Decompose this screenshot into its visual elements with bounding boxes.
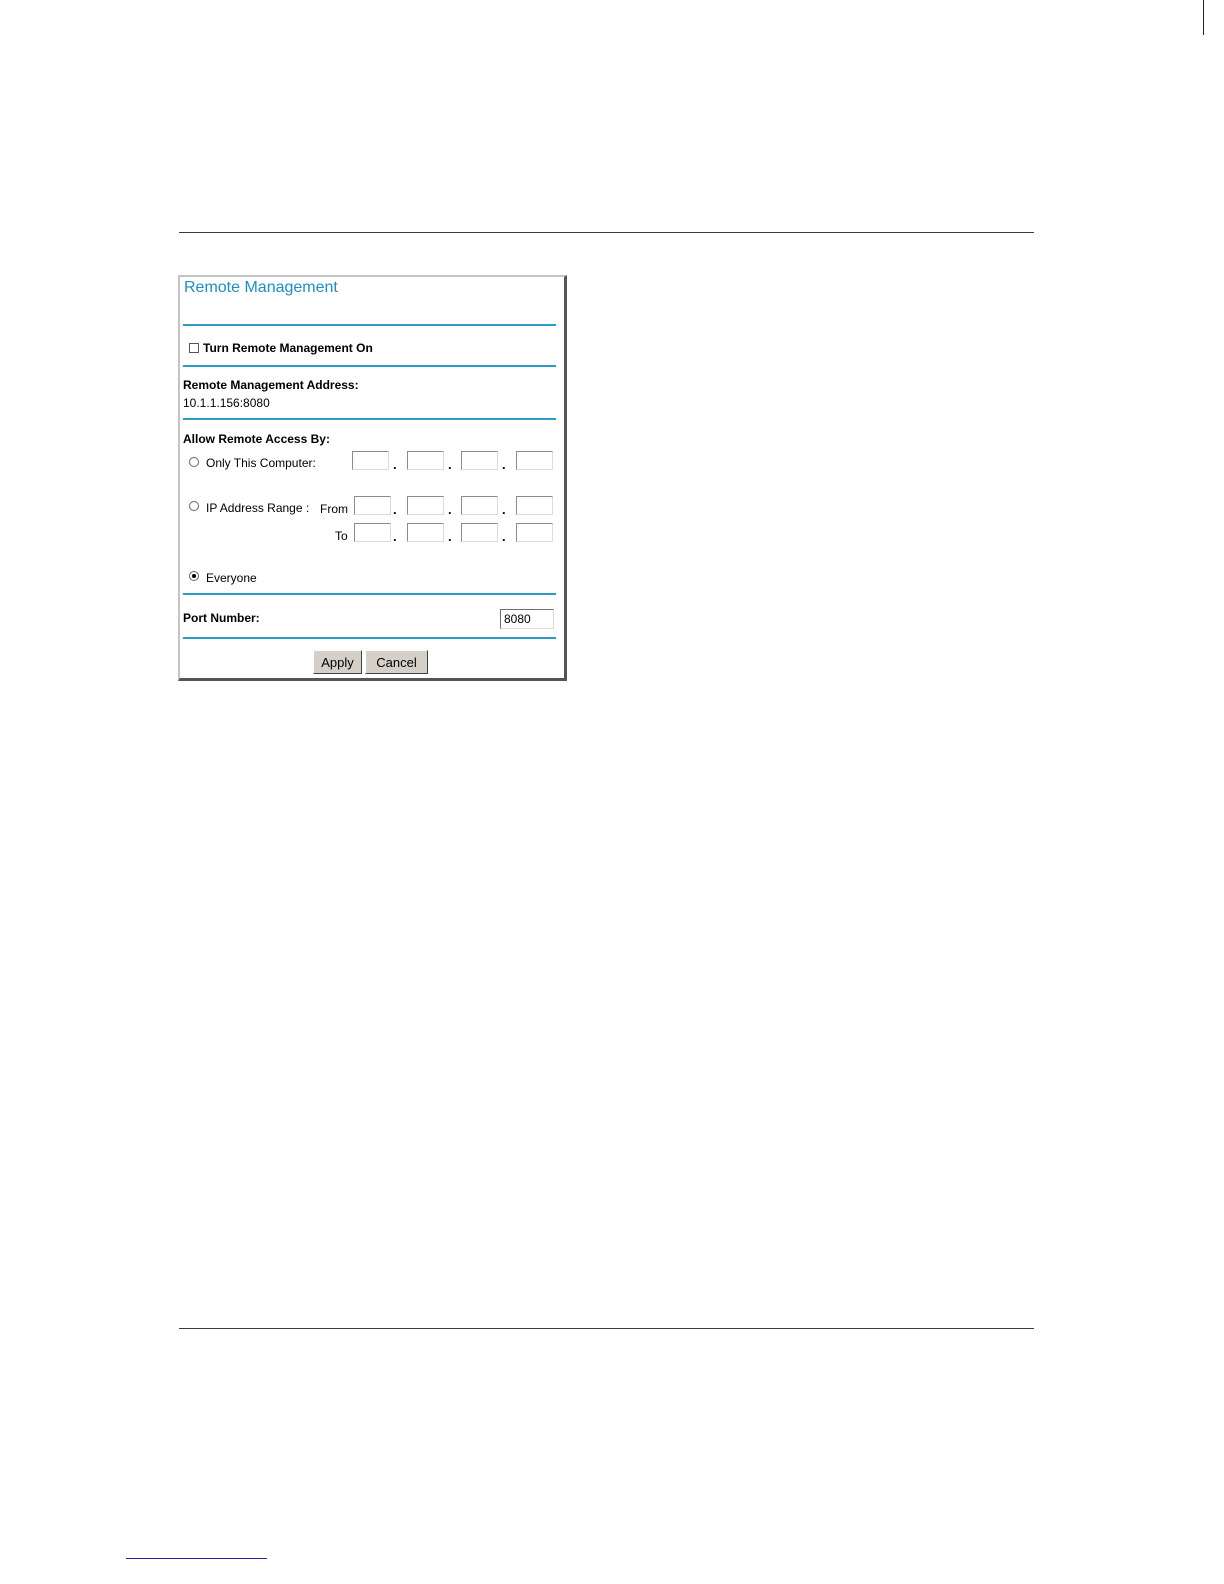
header-rule — [179, 232, 1034, 233]
remote-address-value: 10.1.1.156:8080 — [183, 396, 270, 410]
range-from-octet-3[interactable] — [461, 496, 498, 515]
range-from-octet-4[interactable] — [516, 496, 553, 515]
range-to-octet-1[interactable] — [354, 523, 391, 542]
page-edge-line — [1203, 0, 1204, 35]
port-number-input[interactable] — [500, 609, 554, 629]
only-computer-ip-octet-2[interactable] — [407, 451, 444, 470]
only-this-computer-label: Only This Computer: — [206, 456, 316, 470]
separator — [183, 365, 556, 367]
to-label: To — [335, 529, 348, 543]
separator — [183, 418, 556, 420]
ip-dot: . — [502, 457, 506, 472]
ip-dot: . — [448, 529, 452, 544]
range-to-octet-3[interactable] — [461, 523, 498, 542]
remote-management-checkbox-label: Turn Remote Management On — [203, 341, 373, 355]
ip-dot: . — [448, 457, 452, 472]
separator — [183, 324, 556, 326]
range-to-octet-2[interactable] — [407, 523, 444, 542]
footer-rule — [179, 1328, 1034, 1329]
separator — [183, 637, 556, 639]
cancel-button[interactable]: Cancel — [365, 650, 428, 674]
only-computer-ip-octet-3[interactable] — [461, 451, 498, 470]
ip-dot: . — [393, 457, 397, 472]
range-to-octet-4[interactable] — [516, 523, 553, 542]
panel-title: Remote Management — [184, 279, 338, 296]
ip-range-radio[interactable] — [189, 501, 199, 511]
everyone-radio[interactable] — [189, 571, 199, 581]
port-number-label: Port Number: — [183, 611, 260, 625]
apply-button[interactable]: Apply — [313, 650, 362, 674]
range-from-octet-1[interactable] — [354, 496, 391, 515]
only-computer-ip-octet-1[interactable] — [352, 451, 389, 470]
separator — [183, 593, 556, 595]
ip-dot: . — [393, 529, 397, 544]
range-from-octet-2[interactable] — [407, 496, 444, 515]
everyone-label: Everyone — [206, 571, 257, 585]
ip-dot: . — [502, 529, 506, 544]
remote-address-label: Remote Management Address: — [183, 378, 359, 392]
ip-dot: . — [502, 502, 506, 517]
footnote-line — [126, 1558, 267, 1559]
remote-management-panel — [178, 275, 567, 681]
only-this-computer-radio[interactable] — [189, 457, 199, 467]
access-heading: Allow Remote Access By: — [183, 432, 330, 446]
remote-management-checkbox[interactable] — [189, 343, 199, 353]
ip-dot: . — [448, 502, 452, 517]
ip-range-label: IP Address Range : — [206, 501, 310, 515]
from-label: From — [320, 502, 348, 516]
ip-dot: . — [393, 502, 397, 517]
only-computer-ip-octet-4[interactable] — [516, 451, 553, 470]
